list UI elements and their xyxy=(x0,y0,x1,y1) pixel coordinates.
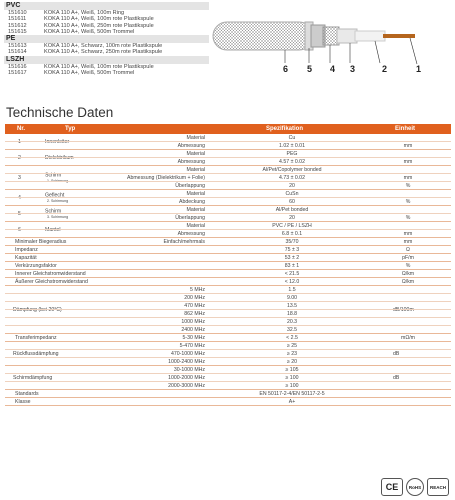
spec-label: Material xyxy=(186,150,205,157)
spec-label: Material xyxy=(186,206,205,213)
group-unit: dB xyxy=(393,350,400,357)
row-value: 35/70 xyxy=(285,238,299,245)
variant-code: 151611 xyxy=(8,16,27,23)
variant-desc: KOKA 110 A+, Weiß, 500m Trommel xyxy=(44,28,135,35)
spec-subrow xyxy=(5,373,451,381)
spec-label: Material xyxy=(186,222,205,229)
spec-subrow xyxy=(5,381,451,389)
spec-value: 60 xyxy=(289,198,295,205)
group-name: Rückflussdämpfung xyxy=(13,350,59,357)
spec-label: Abmessung xyxy=(177,142,205,149)
spec-row xyxy=(5,238,451,246)
row-value: EN 50117-2-4/EN 50117-2-5 xyxy=(259,390,325,397)
spec-subrow xyxy=(5,366,451,373)
variant-desc: KOKA 110 A+, Weiß, 250m rote Plastikspule xyxy=(44,22,154,29)
cert-logo: REACH xyxy=(427,478,449,496)
row-unit: Ω/km xyxy=(401,278,415,285)
spec-value: CuSn xyxy=(285,190,299,197)
spec-unit: mm xyxy=(403,142,413,149)
group-type: Schirm xyxy=(45,172,62,179)
spec-label: 470-1000 MHz xyxy=(170,350,205,357)
spec-subrow xyxy=(5,357,451,365)
spec-label: 1000-2400 MHz xyxy=(168,358,205,365)
spec-value: ≥ 105 xyxy=(285,366,299,373)
group-schirmdaempfung xyxy=(5,366,451,390)
row-name: Standards xyxy=(15,390,39,397)
row-unit: mm xyxy=(403,238,413,245)
group-nr: 3 xyxy=(18,174,21,181)
variant-code: 151615 xyxy=(8,28,27,35)
group-unit: dB xyxy=(393,374,400,381)
spec-label: Abmessung (Dielektrikum + Folie) xyxy=(127,174,205,181)
spec-table xyxy=(5,124,451,406)
variant-row xyxy=(4,49,209,55)
spec-row xyxy=(5,262,451,270)
row-value: A+ xyxy=(288,398,296,405)
variant-desc: KOKA 110 A+, Weiß, 100m rote Plastikspule xyxy=(44,63,154,70)
spec-value: ≥ 25 xyxy=(286,342,298,349)
spec-value: 18.8 xyxy=(286,310,298,317)
group-mantel xyxy=(5,222,451,238)
variant-code: 151614 xyxy=(8,49,27,56)
spec-value: 13.5 xyxy=(286,302,298,309)
cable-number: 5 xyxy=(307,64,313,74)
spec-value: Al/Pet/Copolymer bonded xyxy=(262,166,322,173)
group-dielektrikum xyxy=(5,150,451,166)
spec-subrow xyxy=(5,306,451,317)
spec-label: Abdeckung xyxy=(179,198,205,205)
spec-value: 1.02 ± 0.01 xyxy=(279,142,305,149)
spec-label: Abmessung xyxy=(177,158,205,165)
spec-label: Abmessung xyxy=(177,230,205,237)
variant-code: 151613 xyxy=(8,43,27,50)
variant-row xyxy=(4,70,209,76)
spec-subrow xyxy=(5,206,451,213)
group-innenleiter xyxy=(5,134,451,150)
spec-label: 5 MHz xyxy=(190,286,205,293)
spec-value: ≥ 100 xyxy=(285,382,299,389)
header-spez: Spezifikation xyxy=(266,126,304,132)
spec-subrow xyxy=(5,325,451,333)
group-type-sub: 2. Schirmung xyxy=(47,198,69,203)
spec-label: 862 MHz xyxy=(184,310,205,317)
row-unit: % xyxy=(405,262,411,269)
spec-label: Überlappung xyxy=(175,182,205,189)
spec-unit: % xyxy=(405,214,411,221)
variant-group-heading: PVC xyxy=(4,2,209,10)
variant-code: 151616 xyxy=(8,63,27,70)
group-type: Dielektrikum xyxy=(45,154,74,161)
spec-subrow xyxy=(5,317,451,325)
spec-label: 1000 MHz xyxy=(181,318,205,325)
spec-label: Material xyxy=(186,190,205,197)
spec-unit: mm xyxy=(403,174,413,181)
row-value: < 2.5 xyxy=(286,334,298,341)
spec-row xyxy=(5,246,451,254)
spec-unit: % xyxy=(405,198,411,205)
row-standards xyxy=(5,390,451,398)
row-unit: mΩ/m xyxy=(401,334,415,341)
spec-subrow xyxy=(5,138,451,149)
group-type: Geflecht xyxy=(45,192,65,199)
variant-list xyxy=(4,2,209,76)
spec-value: 9.00 xyxy=(286,294,298,301)
group-type: Mantel xyxy=(45,226,61,233)
row-transferimpedanz xyxy=(5,334,451,342)
spec-subrow xyxy=(5,150,451,157)
row-type: 5-30 MHz xyxy=(182,334,205,341)
row-name: Verkürzungsfaktor xyxy=(15,262,57,269)
row-name: Klasse xyxy=(15,398,31,405)
spec-value: ≥ 20 xyxy=(286,358,298,365)
spec-unit: mm xyxy=(403,158,413,165)
group-daempfung xyxy=(5,286,451,334)
spec-value: PEG xyxy=(286,150,298,157)
cert-logo: CE xyxy=(381,478,403,496)
group-geflecht xyxy=(5,190,451,206)
spec-value: 32.5 xyxy=(286,326,298,333)
spec-label: 1000-2000 MHz xyxy=(168,374,205,381)
table-header xyxy=(5,124,451,134)
spec-value: Al/Pet bonded xyxy=(275,206,309,213)
variant-group-heading: LSZH xyxy=(4,56,209,64)
spec-value: 6.8 ± 0.1 xyxy=(281,230,303,237)
spec-value: Cu xyxy=(288,134,296,141)
product-header xyxy=(0,0,455,100)
spec-subrow xyxy=(5,226,451,237)
group-type-sub: 1. Schirmung xyxy=(47,178,69,183)
spec-label: 200 MHz xyxy=(184,294,205,301)
spec-row xyxy=(5,278,451,286)
group-nr: 5 xyxy=(18,210,21,217)
group-nr: 4 xyxy=(18,194,21,201)
group-name: Schirmdämpfung xyxy=(13,374,53,381)
row-name: Äußerer Gleichstromwiderstand xyxy=(15,278,88,285)
cable-number: 3 xyxy=(350,64,356,74)
spec-subrow xyxy=(5,293,451,301)
group-schirm-3 xyxy=(5,206,451,222)
spec-value: 20 xyxy=(289,182,295,189)
group-nr: 6 xyxy=(18,226,21,233)
spec-value: ≥ 23 xyxy=(286,350,298,357)
cable-number: 1 xyxy=(416,64,422,74)
spec-subrow xyxy=(5,154,451,165)
group-name: Dämpfung (bei 20°C) xyxy=(13,306,62,313)
cable-number: 4 xyxy=(330,64,336,74)
group-type-sub: 3. Schirmung xyxy=(47,214,69,219)
spec-label: 2000-3000 MHz xyxy=(168,382,205,389)
variant-desc: KOKA 110 A+, Weiß, 100m rote Plastikspule xyxy=(44,16,154,23)
row-unit: pF/m xyxy=(402,254,414,261)
spec-label: 5-470 MHz xyxy=(179,342,205,349)
row-type: Einfach/mehrmals xyxy=(163,238,205,245)
variant-code: 151612 xyxy=(8,22,27,29)
group-type: Innenleiter xyxy=(45,138,70,145)
row-name: Kapazität xyxy=(15,254,37,261)
variant-desc: KOKA 110 A+, Schwarz, 100m rote Plastikspule xyxy=(44,43,163,50)
row-name: Minimaler Biegeradius xyxy=(15,238,67,245)
row-unit: Ω/km xyxy=(401,270,415,277)
cable-number: 2 xyxy=(382,64,388,74)
spec-label: 470 MHz xyxy=(184,302,205,309)
header-typ: Typ xyxy=(65,126,76,132)
spec-value: 20.3 xyxy=(286,318,298,325)
group-rueckfluss xyxy=(5,342,451,366)
spec-label: Überlappung xyxy=(175,214,205,221)
group-unit: dB/100m xyxy=(393,306,414,313)
spec-subrow xyxy=(5,342,451,349)
cert-logos xyxy=(381,478,449,496)
row-name: Innerer Gleichstromwiderstand xyxy=(15,270,86,277)
variant-code: 151617 xyxy=(8,70,27,77)
spec-subrow xyxy=(5,173,451,181)
page-title: Technische Daten xyxy=(6,105,114,120)
spec-value: ≥ 100 xyxy=(285,374,299,381)
cable-number: 6 xyxy=(283,64,289,74)
spec-subrow xyxy=(5,301,451,309)
variant-desc: KOKA 110 A+, Schwarz, 250m rote Plastikspule xyxy=(44,49,163,56)
spec-unit: mm xyxy=(403,230,413,237)
row-value: 53 ± 2 xyxy=(284,254,300,261)
row-name: Transferimpedanz xyxy=(15,334,57,341)
spec-label: 2400 MHz xyxy=(181,326,205,333)
row-unit: Ω xyxy=(406,246,410,253)
spec-subrow xyxy=(5,286,451,293)
variant-desc: KOKA 110 A+, Weiß, 100m Ring xyxy=(44,10,125,16)
spec-value: 20 xyxy=(289,214,295,221)
spec-row xyxy=(5,254,451,262)
variant-desc: KOKA 110 A+, Weiß, 500m Trommel xyxy=(44,70,135,77)
spec-value: 4.73 ± 0.02 xyxy=(279,174,305,181)
spec-subrow xyxy=(5,134,451,141)
group-schirm-1 xyxy=(5,166,451,190)
row-value: < 12.0 xyxy=(284,278,300,285)
spec-unit: % xyxy=(405,182,411,189)
spec-subrow xyxy=(5,166,451,173)
spec-value: PVC / PE / LSZH xyxy=(272,222,312,229)
spec-label: Material xyxy=(186,166,205,173)
spec-subrow xyxy=(5,190,451,197)
variant-row xyxy=(4,29,209,35)
header-nr: Nr. xyxy=(17,126,26,132)
row-value: 75 ± 3 xyxy=(284,246,300,253)
row-klasse xyxy=(5,398,451,406)
spec-value: 1.5 xyxy=(288,286,296,293)
header-einheit: Einheit xyxy=(395,126,416,132)
spec-row xyxy=(5,270,451,278)
spec-label: 30-1000 MHz xyxy=(173,366,205,373)
row-name: Impedanz xyxy=(15,246,38,253)
group-nr: 1 xyxy=(18,138,21,145)
cert-logo: RoHS xyxy=(406,478,424,496)
cable-diagram xyxy=(205,8,453,100)
variant-group-heading: PE xyxy=(4,35,209,43)
spec-subrow xyxy=(5,349,451,357)
group-nr: 2 xyxy=(18,154,21,161)
variant-code: 151610 xyxy=(8,10,27,16)
group-type: Schirm xyxy=(45,208,62,215)
spec-label: Material xyxy=(186,134,205,141)
row-value: 83 ± 1 xyxy=(284,262,300,269)
row-value: < 21.5 xyxy=(284,270,300,277)
spec-value: 4.57 ± 0.02 xyxy=(279,158,305,165)
spec-subrow xyxy=(5,222,451,229)
